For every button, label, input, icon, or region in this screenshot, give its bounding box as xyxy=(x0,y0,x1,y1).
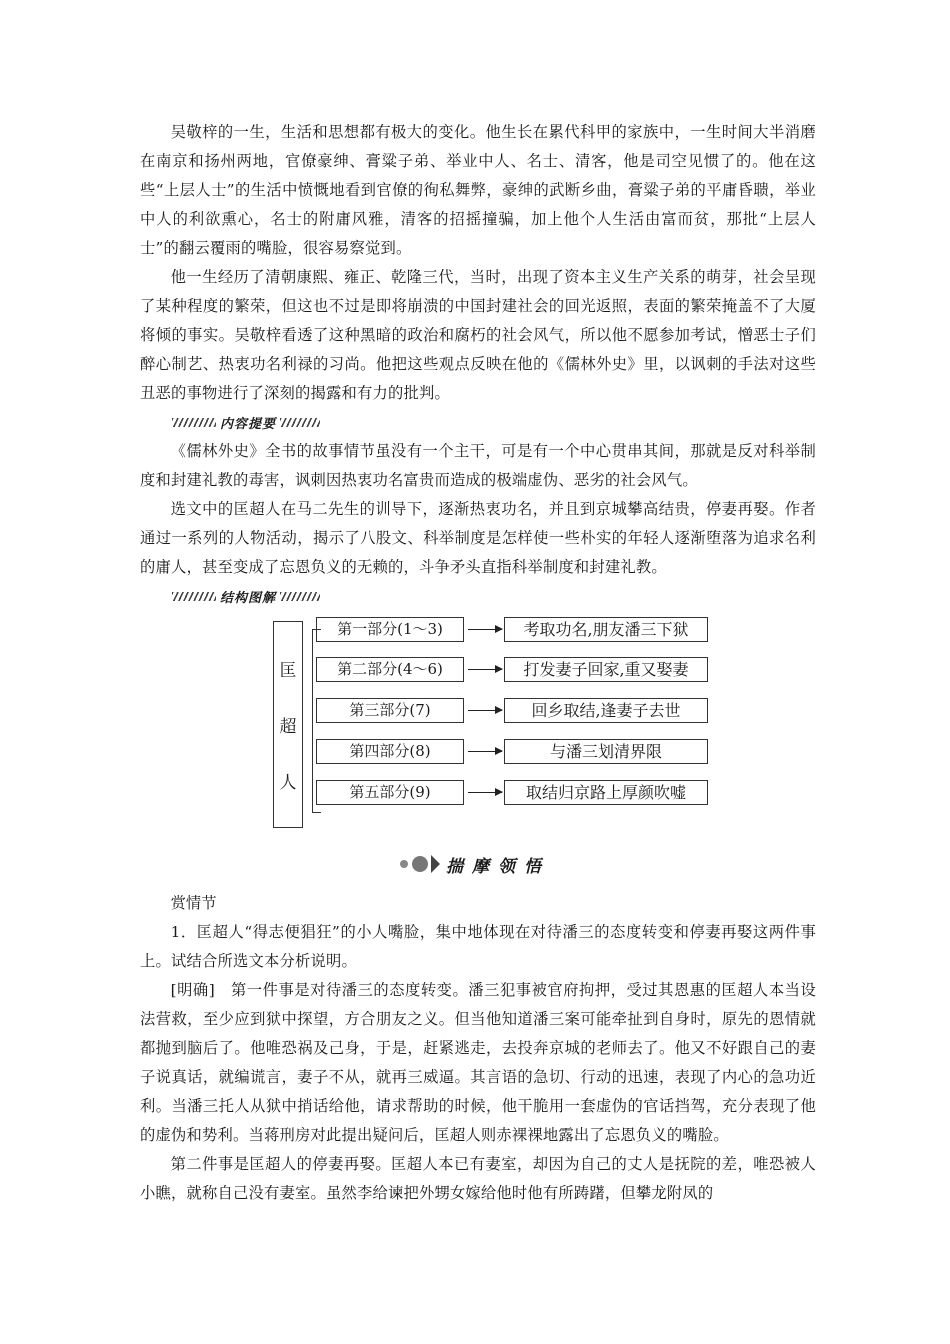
arrow-icon xyxy=(468,792,502,793)
diagram-part-box: 第五部分(9) xyxy=(316,780,464,805)
root-char: 人 xyxy=(279,773,297,794)
arrow-icon xyxy=(468,710,502,711)
answer-paragraph-2: 第二件事是匡超人的停妻再娶。匡超人本已有妻室，却因为自己的丈人是抚院的差，唯恐被人小瞧，就称自己没有妻室。虽然李给谏把外甥女嫁给他时他有所踌躇，但攀龙附凤的 xyxy=(140,1155,816,1202)
hatch-decoration-left xyxy=(172,592,216,601)
structure-diagram xyxy=(140,611,816,839)
intro-paragraph-2: 他一生经历了清朝康熙、雍正、乾隆三代，当时，出现了资本主义生产关系的萌芽，社会呈现了某种程度的繁荣，但这也不过是即将崩溃的中国封建社会的回光返照，表面的繁荣掩盖不了大厦将倾的事实。吴敬梓看透了这种黑暗的政治和腐朽的社会风气，所以他不愿参加考试，憎恶士子们醉心制艺、热衷功名利禄的习尚。他把这些观点反映在他的《儒林外史》里，以讽刺的手法对这些丑恶的事物进行了深刻的揭露和有力的批判。 xyxy=(140,268,816,402)
arrow-icon xyxy=(468,669,502,670)
dot-large-icon xyxy=(412,856,428,872)
diagram-result-box: 回乡取结,逢妻子去世 xyxy=(504,698,708,723)
section-heading-summary xyxy=(172,408,816,437)
hatch-decoration-right xyxy=(280,592,320,601)
section-banner xyxy=(134,839,816,889)
diagram-part-box: 第四部分(8) xyxy=(316,739,464,764)
diagram-part-box: 第二部分(4～6) xyxy=(316,657,464,682)
root-char: 匡 xyxy=(279,660,297,681)
arrow-icon xyxy=(468,629,502,630)
banner-title: 揣摩领悟 xyxy=(446,856,550,877)
document-page xyxy=(140,118,816,1208)
intro-paragraph-1: 吴敬梓的一生，生活和思想都有极大的变化。他生长在累代科甲的家族中，一生时间大半消磨在南京和扬州两地，官僚豪绅、膏粱子弟、举业中人、名士、清客，他是司空见惯了的。他在这些“上层人士”的生活中愤慨地看到官僚的徇私舞弊，豪绅的武断乡曲，膏粱子弟的平庸昏聩，举业中人的利欲熏心，名士的附庸风雅，清客的招摇撞骗，加上他个人生活由富而贫，那批“上层人士”的翻云覆雨的嘴脸，很容易察觉到。 xyxy=(140,123,816,257)
diagram-result-box: 与潘三划清界限 xyxy=(504,739,708,764)
dot-small-icon xyxy=(400,860,408,868)
section-label-structure: 结构图解 xyxy=(220,591,277,606)
hatch-decoration-left xyxy=(172,418,216,427)
diagram-result-box: 考取功名,朋友潘三下狱 xyxy=(504,617,708,642)
diagram-part-box: 第三部分(7) xyxy=(316,698,464,723)
diagram-part-box: 第一部分(1～3) xyxy=(316,617,464,642)
hatch-decoration-right xyxy=(280,418,320,427)
triangle-icon xyxy=(431,855,440,873)
question-paragraph: 1．匡超人“得志便猖狂”的小人嘴脸，集中地体现在对待潘三的态度转变和停妻再娶这两件事上。试结合所选文本分析说明。 xyxy=(140,923,816,970)
summary-paragraph-2: 选文中的匡超人在马二先生的训导下，逐渐热衷功名，并且到京城攀高结贵，停妻再娶。作者通过一系列的人物活动，揭示了八股文、科举制度是怎样使一些朴实的年轻人逐渐堕落为追求名利的庸人，甚至变成了忘恩负义的无赖的，斗争矛头直指科举制度和封建礼教。 xyxy=(140,500,816,576)
diagram-result-box: 打发妻子回家,重又娶妻 xyxy=(504,657,708,682)
section-heading-structure xyxy=(172,582,816,611)
summary-paragraph-1: 《儒林外史》全书的故事情节虽没有一个主干，可是有一个中心贯串其间，那就是反对科举制度和封建礼教的毒害，讽刺因热衷功名富贵而造成的极端虚伪、恶劣的社会风气。 xyxy=(140,442,816,489)
arrow-icon xyxy=(468,751,502,752)
diagram-result-box: 取结归京路上厚颜吹嘘 xyxy=(504,780,708,805)
sub-heading: 赏情节 xyxy=(170,894,217,912)
answer-paragraph-1: [明确] 第一件事是对待潘三的态度转变。潘三犯事被官府拘押，受过其恩惠的匡超人本当设法营救，至少应到狱中探望，方合朋友之义。但当他知道潘三案可能牵扯到自身时，原先的恩情就都抛到脑后了。他唯恐祸及己身，于是，赶紧逃走，去投奔京城的老师去了。他又不好跟自己的妻子说真话，就编谎言，妻子不从，就再三威逼。其言语的急切、行动的迅速，表现了内心的急功近利。当潘三托人从狱中捎话给他，请求帮助的时候，他干脆用一套虚伪的官话挡驾，充分表现了他的虚伪和势利。当蒋刑房对此提出疑问后，匡超人则赤裸裸地露出了忘恩负义的嘴脸。 xyxy=(140,981,816,1144)
root-char: 超 xyxy=(279,716,297,737)
section-label-summary: 内容提要 xyxy=(220,417,277,432)
diagram-root-box xyxy=(273,621,303,828)
